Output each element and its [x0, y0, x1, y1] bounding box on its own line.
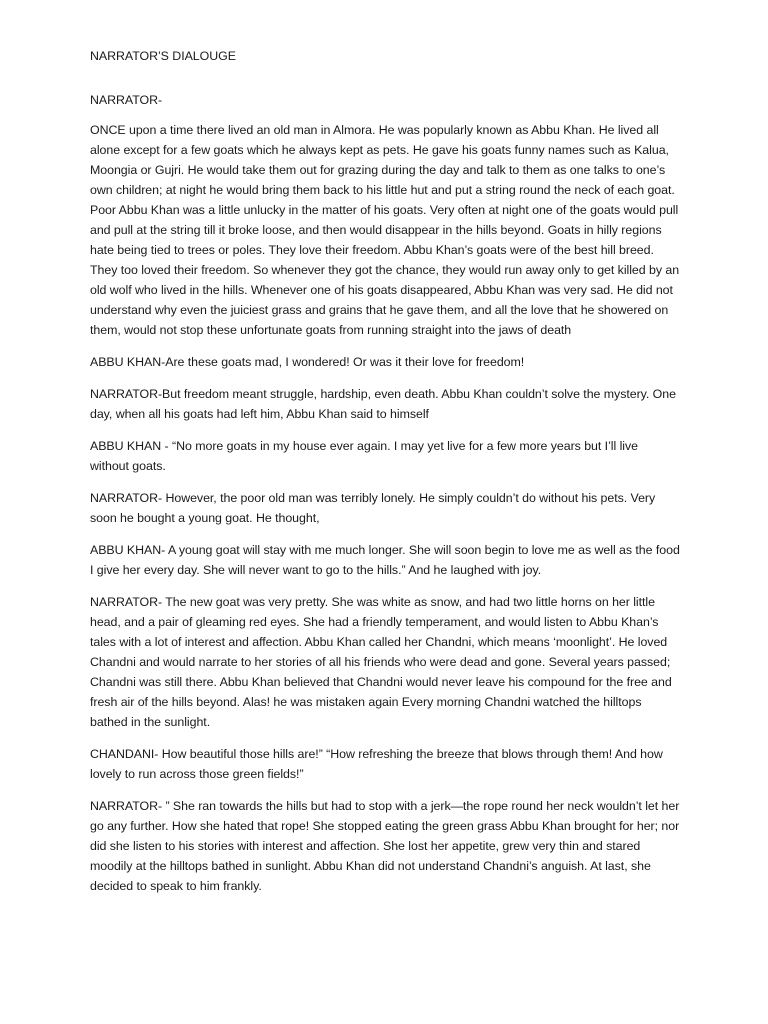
paragraph-narrator-4: NARRATOR- The new goat was very pretty. She was white as snow, and had two little horns on her little head, and a pair of gleaming red eyes. She had a friendly temperament, and would listen to Abbu Khan’s tales with a lot of interest and affection. Abbu Khan called her Chandni, which means ‘moonlight’. He loved Chandni and would narrate to her stories of all his friends who were dead and gone. Several years passed; Chandni was still there. Abbu Khan believed that Chandni would never leave his compound for the free and fresh air of the hills beyond. Alas! he was mistaken again Every morning Chandni watched the hilltops bathed in the sunlight.	[90, 595, 672, 729]
document-title: NARRATOR’S DIALOUGE	[90, 49, 236, 63]
paragraph-abbu-khan-1: ABBU KHAN-Are these goats mad, I wondered! Or was it their love for freedom!	[90, 355, 525, 369]
paragraph-abbu-khan-3: ABBU KHAN- A young goat will stay with me much longer. She will soon begin to love me as well as the food I give her every day. She will never want to go to the hills.” And he laughed with joy.	[90, 543, 680, 577]
paragraph-narrator-3: NARRATOR- However, the poor old man was terribly lonely. He simply couldn’t do without his pets. Very soon he bought a young goat. He thought,	[90, 491, 656, 525]
paragraph-narrator-2: NARRATOR-But freedom meant struggle, hardship, even death. Abbu Khan couldn’t solve the mystery. One day, when all his goats had left him, Abbu Khan said to himself	[90, 387, 676, 421]
paragraph-chandani-1: CHANDANI- How beautiful those hills are!” “How refreshing the breeze that blows through them! And how lovely to run across those green fields!”	[90, 747, 663, 781]
paragraph-narrator-intro: ONCE upon a time there lived an old man in Almora. He was popularly known as Abbu Khan. He lived all alone except for a few goats which he always kept as pets. He gave his goats funny names such as Kalua, Moongia or Gujri. He would take them out for grazing during the day and talk to them as one talks to one’s own children; at night he would bring them back to his little hut and put a string round the neck of each goat. Poor Abbu Khan was a little unlucky in the matter of his goats. Very often at night one of the goats would pull and pull at the string till it broke loose, and then would disappear in the hills beyond. Goats in hilly regions hate being tied to trees or poles. They love their freedom. Abbu Khan’s goats were of the best hill breed. They too loved their freedom. So whenever they got the chance, they would run away only to get killed by an old wolf who lived in the hills. Whenever one of his goats disappeared, Abbu Khan was very sad. He did not understand why even the juiciest grass and grains that he gave them, and all the love that he showered on them, would not stop these unfortunate goats from running straight into the jaws of death	[90, 123, 680, 337]
paragraph-abbu-khan-2: ABBU KHAN - “No more goats in my house ever again. I may yet live for a few more years but I’ll live without goats.	[90, 439, 638, 473]
paragraph-narrator-label: NARRATOR-	[90, 93, 163, 107]
document-body	[90, 46, 680, 908]
paragraph-narrator-5: NARRATOR- ” She ran towards the hills but had to stop with a jerk—the rope round her neck wouldn’t let her go any further. How she hated that rope! She stopped eating the green grass Abbu Khan brought for her; nor did she listen to his stories with interest and affection. She lost her appetite, grew very thin and stared moodily at the hilltops bathed in sunlight. Abbu Khan did not understand Chandni’s anguish. At last, she decided to speak to him frankly.	[90, 799, 680, 893]
